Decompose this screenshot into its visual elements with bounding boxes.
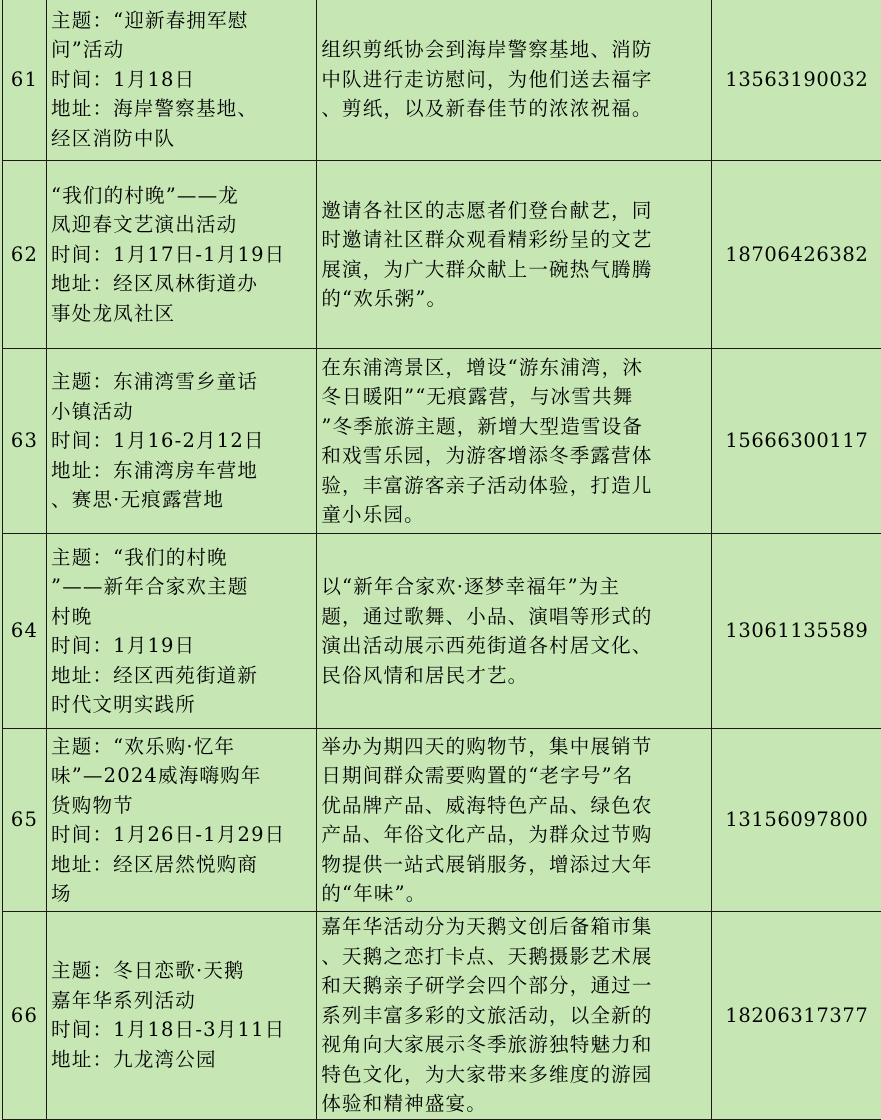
row-number: 62 (3, 161, 47, 349)
activity-info-cell (47, 912, 317, 1120)
activity-description-line: 举办为期四天的购物节，集中展销节 (321, 732, 706, 762)
activity-description-line: 的“欢乐粥”。 (321, 284, 706, 314)
contact-phone: 13156097800 (711, 729, 881, 912)
activity-description-line: 物提供一站式展销服务，增添过大年 (321, 850, 706, 880)
activity-info-line: 货购物节 (51, 791, 312, 821)
table-row (3, 0, 881, 161)
activity-description-line: 的“年味”。 (321, 879, 706, 909)
contact-phone: 13563190032 (711, 0, 881, 161)
activity-description-line: 以“新年合家欢·逐梦幸福年”为主 (321, 572, 706, 602)
activity-description-line: 和戏雪乐园，为游客增添冬季露营体 (321, 441, 706, 471)
activity-info-line: 味”—2024威海嗨购年 (51, 761, 312, 791)
activity-info-line: 小镇活动 (51, 397, 312, 427)
activity-description-line: 和天鹅亲子研学会四个部分，通过一 (321, 971, 706, 1001)
table-row (3, 534, 881, 729)
activity-info-line: 主题：“我们的村晚 (51, 543, 312, 573)
activity-description-line: 在东浦湾景区，增设“游东浦湾，沐 (321, 353, 706, 383)
activity-description-line: 验，丰富游客亲子活动体验，打造儿 (321, 471, 706, 501)
activity-description-cell (317, 0, 711, 161)
activity-info-line: 地址：经区西苑街道新 (51, 661, 312, 691)
activity-description-line: 、天鹅之恋打卡点、天鹅摄影艺术展 (321, 942, 706, 972)
contact-phone: 18206317377 (711, 912, 881, 1120)
activity-description-line: 邀请各社区的志愿者们登台献艺，同 (321, 196, 706, 226)
activity-info-line: 经区消防中队 (51, 124, 312, 154)
table-row (3, 729, 881, 912)
table-row (3, 912, 881, 1120)
table-row (3, 349, 881, 534)
activity-info-line: 事处龙凤社区 (51, 299, 312, 329)
activity-description-line: 优品牌产品、威海特色产品、绿色农 (321, 791, 706, 821)
table-row (3, 161, 881, 349)
row-number: 64 (3, 534, 47, 729)
activity-description-line: 产品、年俗文化产品，为群众过节购 (321, 820, 706, 850)
activity-description-line: 中队进行走访慰问，为他们送去福字 (321, 65, 706, 95)
activity-description-line: 嘉年华活动分为天鹅文创后备箱市集 (321, 912, 706, 942)
activity-description-cell (317, 349, 711, 534)
activity-description-cell (317, 729, 711, 912)
activity-info-line: 地址：经区凤林街道办 (51, 269, 312, 299)
activity-info-line: 时间：1月17日-1月19日 (51, 240, 312, 270)
activity-info-cell (47, 349, 317, 534)
activity-description-line: 组织剪纸协会到海岸警察基地、消防 (321, 35, 706, 65)
activity-description-line: 题，通过歌舞、小品、演唱等形式的 (321, 602, 706, 632)
activity-table-body (3, 0, 881, 1119)
activity-table (2, 0, 881, 1120)
row-number: 66 (3, 912, 47, 1120)
contact-phone: 15666300117 (711, 349, 881, 534)
activity-info-line: 问”活动 (51, 35, 312, 65)
activity-info-line: 村晚 (51, 602, 312, 632)
activity-description-cell (317, 161, 711, 349)
activity-description-line: 演出活动展示西苑街道各村居文化、 (321, 631, 706, 661)
activity-info-line: 地址：海岸警察基地、 (51, 94, 312, 124)
activity-info-line: 主题：“迎新春拥军慰 (51, 6, 312, 36)
activity-info-line: 时代文明实践所 (51, 690, 312, 720)
activity-info-line: 地址：东浦湾房车营地 (51, 456, 312, 486)
activity-description-line: 童小乐园。 (321, 500, 706, 530)
activity-info-cell (47, 0, 317, 161)
activity-info-line: 时间：1月19日 (51, 631, 312, 661)
activity-info-line: 凤迎春文艺演出活动 (51, 210, 312, 240)
activity-description-line: 、剪纸，以及新春佳节的浓浓祝福。 (321, 94, 706, 124)
activity-description-cell (317, 534, 711, 729)
activity-description-line: 系列丰富多彩的文旅活动，以全新的 (321, 1001, 706, 1031)
contact-phone: 13061135589 (711, 534, 881, 729)
activity-info-cell (47, 729, 317, 912)
activity-description-line: 视角向大家展示冬季旅游独特魅力和 (321, 1030, 706, 1060)
row-number: 63 (3, 349, 47, 534)
activity-description-line: 民俗风情和居民才艺。 (321, 661, 706, 691)
activity-info-line: 嘉年华系列活动 (51, 986, 312, 1016)
activity-info-line: “我们的村晚”——龙 (51, 181, 312, 211)
activity-info-line: 地址：九龙湾公园 (51, 1045, 312, 1075)
activity-description-line: 展演，为广大群众献上一碗热气腾腾 (321, 255, 706, 285)
activity-info-cell (47, 534, 317, 729)
activity-info-line: ”——新年合家欢主题 (51, 572, 312, 602)
row-number: 61 (3, 0, 47, 161)
activity-info-cell (47, 161, 317, 349)
row-number: 65 (3, 729, 47, 912)
activity-info-line: 地址：经区居然悦购商 (51, 850, 312, 880)
activity-info-line: 时间：1月18日 (51, 65, 312, 95)
activity-description-cell (317, 912, 711, 1120)
activity-info-line: 时间：1月18日-3月11日 (51, 1015, 312, 1045)
activity-description-line: 日期间群众需要购置的“老字号”名 (321, 761, 706, 791)
activity-description-line: 特色文化，为大家带来多维度的游园 (321, 1060, 706, 1090)
activity-description-line: 时邀请社区群众观看精彩纷呈的文艺 (321, 225, 706, 255)
activity-info-line: 场 (51, 879, 312, 909)
activity-info-line: 时间：1月16-2月12日 (51, 426, 312, 456)
activity-description-line: 冬日暖阳”“无痕露营，与冰雪共舞 (321, 382, 706, 412)
activity-description-line: 体验和精神盛宴。 (321, 1089, 706, 1119)
activity-info-line: 时间：1月26日-1月29日 (51, 820, 312, 850)
activity-info-line: 、赛思·无痕露营地 (51, 485, 312, 515)
activity-info-line: 主题：东浦湾雪乡童话 (51, 367, 312, 397)
contact-phone: 18706426382 (711, 161, 881, 349)
activity-info-line: 主题：冬日恋歌·天鹅 (51, 956, 312, 986)
activity-info-line: 主题：“欢乐购·忆年 (51, 732, 312, 762)
activity-description-line: ”冬季旅游主题，新增大型造雪设备 (321, 412, 706, 442)
